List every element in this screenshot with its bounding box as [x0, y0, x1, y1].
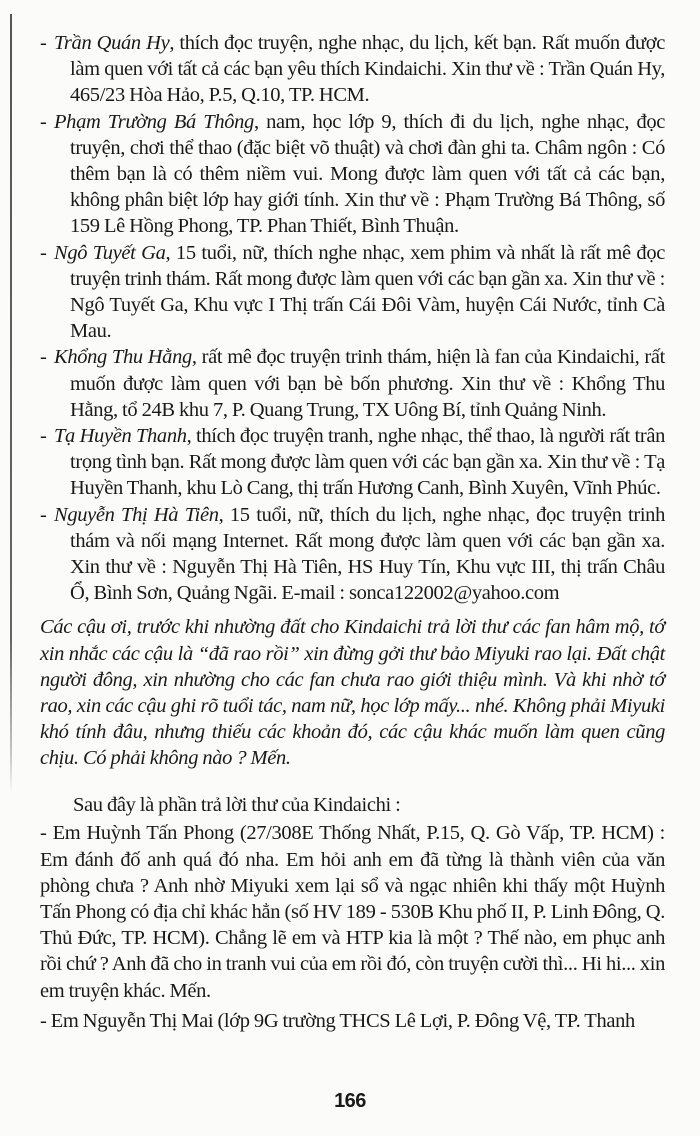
pen-pal-entry — [40, 344, 665, 423]
entry-text: , rất mê đọc truyện trinh thám, hiện là fan của Kindaichi, rất muốn được làm quen với bạn bè bốn phương. Xin thư về : Khổng Thu Hằng, tổ 24B khu 7, P. Quang Trung, TX Uông Bí, tỉnh Quảng Ninh. — [70, 346, 665, 421]
list-dash: - — [40, 32, 47, 54]
entry-text: , nam, học lớp 9, thích đi du lịch, nghe nhạc, đọc truyện, chơi thể thao (đặc biệt võ thuật) và chơi đàn ghi ta. Châm ngôn : Có thêm bạn là có thêm niềm vui. Mong được làm quen với tất cả các bạn, không phân biệt lớp hay giới tính. Xin thư về : Phạm Trường Bá Thông, số 159 Lê Hồng Phong, TP. Phan Thiết, Bình Thuận. — [70, 110, 665, 238]
pen-pal-entry — [40, 240, 665, 345]
entry-name: Khổng Thu Hằng — [54, 346, 192, 369]
entry-name: Nguyễn Thị Hà Tiên — [54, 503, 219, 526]
page-content — [40, 30, 665, 1034]
pen-pal-entry — [40, 423, 665, 502]
list-dash: - — [40, 110, 47, 133]
editor-note: Các cậu ơi, trước khi nhường đất cho Kindaichi trả lời thư các fan hâm mộ, tớ xin nhắc các cậu là “đã rao rồi” xin đừng gởi thư bảo Miyuki rao lại. Đất chật người đông, xin nhường cho các fan chưa rao giới thiệu mình. Và khi nhờ tớ rao, xin các cậu ghi rõ tuổi tác, nam nữ, học lớp mấy... nhé. Không phải Miyuki khó tính đâu, nhưng thiếu các khoản đó, các cậu khác muốn làm quen cũng chịu. Có phải không nào ? Mến. — [40, 616, 665, 770]
entry-text: , thích đọc truyện tranh, nghe nhạc, thể thao, là người rất trân trọng tình bạn. Rất mong được làm quen với các bạn gần xa. Xin thư về : Tạ Huyền Thanh, khu Lò Cang, thị trấn Hương Canh, Bình Xuyên, Vĩnh Phúc. — [70, 425, 665, 500]
pen-pal-entry — [40, 109, 665, 240]
entry-name: Tạ Huyền Thanh — [54, 425, 187, 448]
entry-text: , 15 tuổi, nữ, thích nghe nhạc, xem phim và nhất là rất mê đọc truyện trinh thám. Rất mong được làm quen với các bạn gần xa. Xin thư về : Ngô Tuyết Ga, Khu vực I Thị trấn Cái Đôi Vàm, huyện Cái Nước, tỉnh Cà Mau. — [70, 241, 665, 343]
list-dash: - — [40, 425, 47, 448]
list-dash: - — [40, 503, 47, 526]
page-margin-rule — [10, 14, 12, 794]
list-dash: - — [40, 241, 47, 264]
entry-text: , 15 tuổi, nữ, thích du lịch, nghe nhạc, đọc truyện trinh thám và nối mạng Internet. Rất mong được làm quen với các bạn gần xa. Xin thư về : Nguyễn Thị Hà Tiên, HS Huy Tín, Khu vực III, thị trấn Châu Ổ, Bình Sơn, Quảng Ngãi. E-mail : sonca122002@yahoo.com — [70, 503, 665, 605]
entry-name: Trần Quán Hy — [54, 32, 170, 54]
pen-pal-entry — [40, 30, 665, 109]
entry-name: Ngô Tuyết Ga — [54, 241, 166, 264]
pen-pal-entry — [40, 502, 665, 607]
reply-paragraph: - Em Huỳnh Tấn Phong (27/308E Thống Nhất, P.15, Q. Gò Vấp, TP. HCM) : Em đánh đố anh quá đó nha. Em hỏi anh em đã từng là thành viên của văn phòng chưa ? Anh nhờ Miyuki xem lại sổ và ngạc nhiên khi thấy một Huỳnh Tấn Phong có địa chỉ khác hẳn (số HV 189 - 530B Khu phố II, P. Linh Đông, Q. Thủ Đức, TP. HCM). Chẳng lẽ em và HTP kia là một ? Thế nào, em phục anh rồi chứ ? Anh đã cho in tranh vui của em rồi đó, còn truyện cười thì... Hi hi... xin em truyện khác. Mến. — [40, 822, 665, 1002]
entry-name: Phạm Trường Bá Thông — [54, 110, 254, 133]
list-dash: - — [40, 346, 47, 369]
entry-text: , thích đọc truyện, nghe nhạc, du lịch, kết bạn. Rất muốn được làm quen với tất cả các bạn yêu thích Kindaichi. Xin thư về : Trần Quán Hy, 465/23 Hòa Hảo, P.5, Q.10, TP. HCM. — [70, 32, 665, 107]
replies-intro: Sau đây là phần trả lời thư của Kindaichi : — [73, 794, 401, 817]
page-number: 166 — [334, 1090, 366, 1112]
reply-paragraph: - Em Nguyễn Thị Mai (lớp 9G trường THCS Lê Lợi, P. Đông Vệ, TP. Thanh — [40, 1009, 635, 1032]
